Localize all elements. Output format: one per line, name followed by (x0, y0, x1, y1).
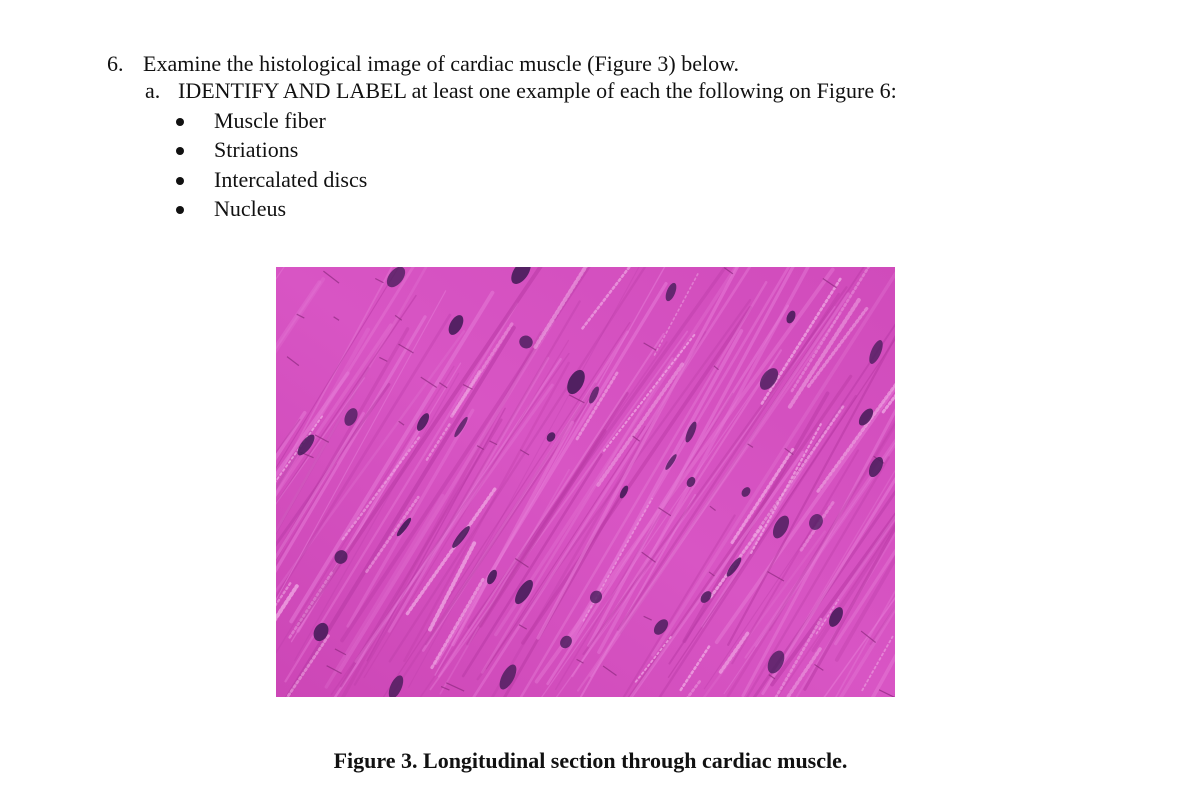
figure-caption (0, 747, 1179, 775)
list-item-label: Intercalated discs (214, 166, 368, 192)
bullet-icon (176, 118, 184, 126)
subquestion-text: IDENTIFY AND LABEL at least one example of each the following on Figure 6: (178, 78, 897, 103)
list-item-label: Muscle fiber (214, 108, 326, 133)
figure-caption-text: Figure 3. Longitudinal section through cardiac muscle. (333, 748, 848, 773)
cardiac-muscle-micrograph (276, 267, 895, 697)
bullet-icon (176, 206, 184, 214)
subquestion-letter: a. (145, 78, 161, 103)
bullet-icon (176, 147, 184, 155)
list-item-label: Striations (214, 137, 299, 163)
question-line (107, 50, 739, 78)
question-number: 6. (107, 51, 124, 76)
subquestion-line (145, 77, 897, 105)
bullet-icon (176, 177, 184, 185)
histology-image (276, 267, 895, 697)
list-item-label: Nucleus (214, 195, 287, 221)
question-text: Examine the histological image of cardiac muscle (Figure 3) below. (143, 51, 740, 76)
